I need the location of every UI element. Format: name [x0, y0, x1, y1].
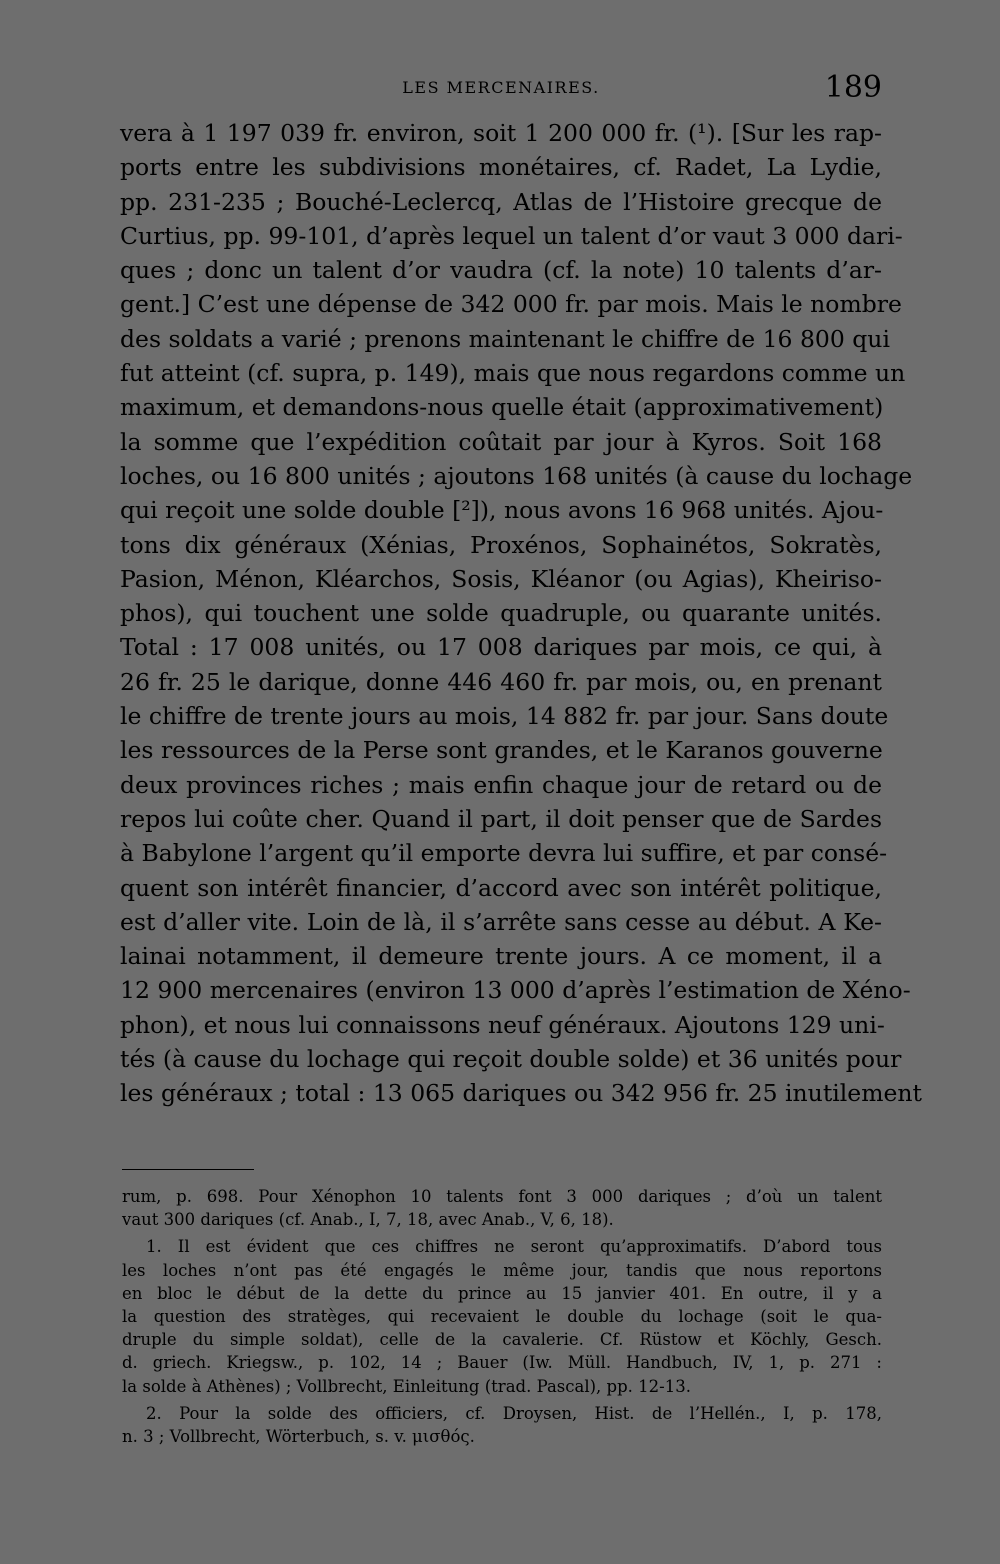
footnote-line: 2. Pour la solde des officiers, cf. Droysen, Hist. de l’Hellén., I, p. 178,	[146, 1403, 882, 1423]
page-header	[120, 70, 882, 110]
text-line: phos), qui touchent une solde quadruple, ou quarante unités.	[120, 599, 882, 628]
text-line: les ressources de la Perse sont grandes, et le Karanos gouverne	[120, 736, 883, 765]
text-line: lainai notamment, il demeure trente jours. A ce moment, il a	[120, 942, 882, 971]
text-line: Pasion, Ménon, Kléarchos, Sosis, Kléanor (ou Agias), Kheiriso-	[120, 564, 882, 593]
text-line: tons dix généraux (Xénias, Proxénos, Sophainétos, Sokratès,	[120, 530, 882, 559]
text-line: vera à 1 197 039 fr. environ, soit 1 200 000 fr. (¹). [Sur les rap-	[120, 119, 882, 147]
footnote-rule	[122, 1169, 254, 1170]
footnote-line: les loches n’ont pas été engagés le même jour, tandis que nous reportons	[122, 1260, 882, 1280]
footnote-line: druple du simple soldat), celle de la cavalerie. Cf. Rüstow et Köchly, Gesch.	[122, 1330, 882, 1350]
footnote-line: n. 3 ; Vollbrecht, Wörterbuch, s. v. μισθός.	[122, 1426, 475, 1446]
text-line: 12 900 mercenaires (environ 13 000 d’après l’estimation de Xéno-	[120, 976, 911, 1005]
text-line: loches, ou 16 800 unités ; ajoutons 168 unités (à cause du lochage	[120, 461, 913, 490]
text-line: ques ; donc un talent d’or vaudra (cf. la note) 10 talents d’ar-	[120, 256, 882, 285]
text-line: repos lui coûte cher. Quand il part, il doit penser que de Sardes	[120, 804, 882, 833]
text-line: qui reçoit une solde double [²]), nous avons 16 968 unités. Ajou-	[120, 496, 884, 525]
text-line: tés (à cause du lochage qui reçoit double solde) et 36 unités pour	[120, 1045, 902, 1074]
text-line: les généraux ; total : 13 065 dariques ou 342 956 fr. 25 inutilement	[120, 1079, 922, 1108]
main-text	[120, 116, 922, 1111]
footnote-line: la question des stratèges, qui recevaient le double du lochage (soit le qua-	[122, 1306, 882, 1326]
footnotes	[122, 1185, 882, 1448]
text-line: 26 fr. 25 le darique, donne 446 460 fr. par mois, ou, en prenant	[120, 667, 882, 696]
text-line: deux provinces riches ; mais enfin chaque jour de retard ou de	[120, 770, 882, 799]
text-line: des soldats a varié ; prenons maintenant le chiffre de 16 800 qui	[120, 324, 890, 353]
text-line: la somme que l’expédition coûtait par jour à Kyros. Soit 168	[120, 427, 882, 456]
footnote-line: vaut 300 dariques (cf. Anab., I, 7, 18, avec Anab., V, 6, 18).	[122, 1210, 614, 1230]
footnote-line: d. griech. Kriegsw., p. 102, 14 ; Bauer (Iw. Müll. Handbuch, IV, 1, p. 271 :	[122, 1353, 882, 1373]
text-line: Curtius, pp. 99-101, d’après lequel un talent d’or vaut 3 000 dari-	[120, 221, 903, 250]
footnote-line: en bloc le début de la dette du prince au 15 janvier 401. En outre, il y a	[122, 1283, 882, 1303]
text-line: pp. 231-235 ; Bouché-Leclercq, Atlas de l’Histoire grecque de	[120, 187, 882, 216]
text-line: Total : 17 008 unités, ou 17 008 dariques par mois, ce qui, à	[120, 633, 882, 662]
page-number: 189	[824, 70, 882, 105]
footnote-line: la solde à Athènes) ; Vollbrecht, Einleitung (trad. Pascal), pp. 12-13.	[122, 1376, 691, 1396]
text-line: est d’aller vite. Loin de là, il s’arrête sans cesse au début. A Ke-	[120, 907, 882, 936]
footnote-line: rum, p. 698. Pour Xénophon 10 talents font 3 000 dariques ; d’où un talent	[122, 1187, 882, 1206]
text-line: gent.] C’est une dépense de 342 000 fr. par mois. Mais le nombre	[120, 290, 902, 319]
text-line: phon), et nous lui connaissons neuf généraux. Ajoutons 129 uni-	[120, 1010, 885, 1039]
text-line: fut atteint (cf. supra, p. 149), mais que nous regardons comme un	[120, 359, 906, 388]
footnote-line: 1. Il est évident que ces chiffres ne seront qu’approximatifs. D’abord tous	[146, 1237, 882, 1257]
running-head: LES MERCENAIRES.	[402, 78, 600, 97]
text-line: quent son intérêt financier, d’accord avec son intérêt politique,	[120, 873, 882, 902]
text-line: le chiffre de trente jours au mois, 14 882 fr. par jour. Sans doute	[120, 702, 889, 731]
text-line: maximum, et demandons-nous quelle était (approximativement)	[120, 393, 884, 422]
text-line: ports entre les subdivisions monétaires, cf. Radet, La Lydie,	[120, 153, 882, 182]
text-line: à Babylone l’argent qu’il emporte devra lui suffire, et par consé-	[120, 839, 888, 868]
